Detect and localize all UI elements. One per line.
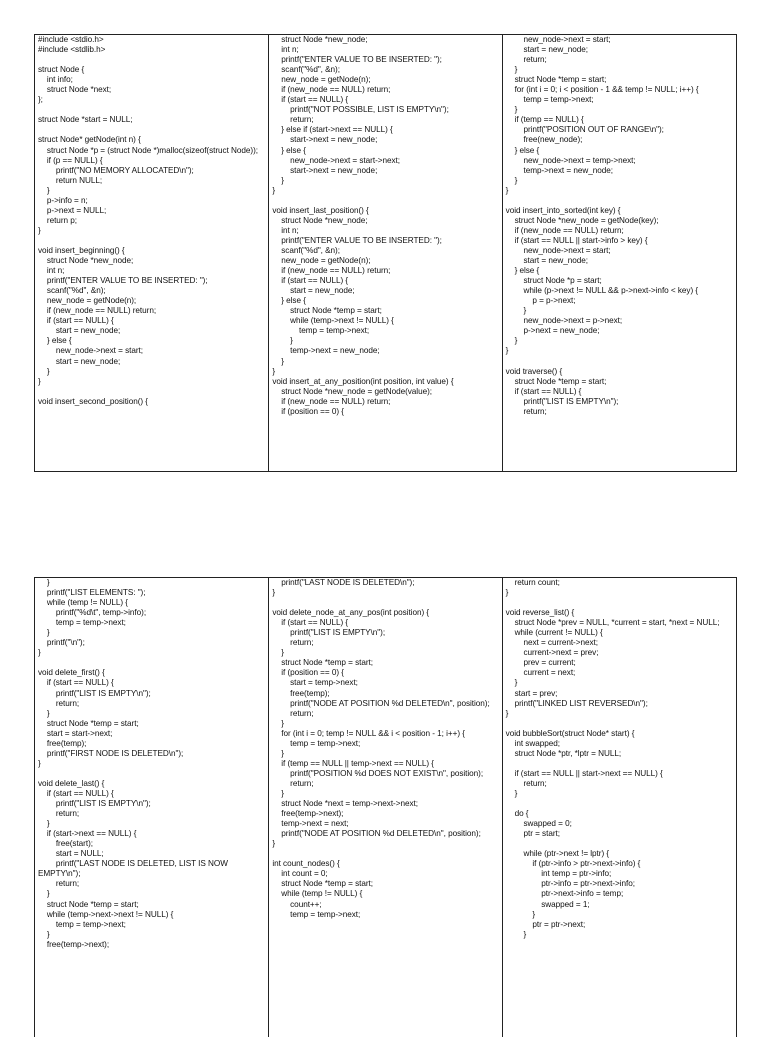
code-text: printf("LAST NODE IS DELETED\n"); } void delete_node_at_any_pos(int position) { if (start == NULL) { printf("LIST IS EMPTY\n"); return; } struct Node *temp = start; if (position == 0) { start = temp->next; free(temp); printf("NODE AT POSITION %d DELETED\n", position); return; } for (int i = 0; temp != NULL && i < position - 1; i++) { temp = temp->next; } if (temp == NULL || temp->next == NULL) { printf("POSITION %d DOES NOT EXIST\n", position); return; } struct Node *next = temp->next->next; free(temp->next); temp->next = next; printf("NODE AT POSITION %d DELETED\n", position); } int count_nodes() { int count = 0; struct Node *temp = start; while (temp != NULL) { count++; temp = temp->next; (272, 578, 490, 919)
code-text: return count; } void reverse_list() { struct Node *prev = NULL, *current = start, *next = NULL; while (current != NULL) { next = current->next; current->next = prev; prev = current; current = next; } start = prev; printf("LINKED LIST REVERSED\n"); } void bubbleSort(struct Node* start) { int swapped; struct Node *ptr, *lptr = NULL; if (start == NULL || start->next == NULL) { return; } do { swapped = 0; ptr = start; while (ptr->next != lptr) { if (ptr->info > ptr->next->info) { int temp = ptr->info; ptr->info = ptr->next->info; ptr->next->info = temp; swapped = 1; } ptr = ptr->next; } (505, 578, 720, 939)
code-text: struct Node *new_node; int n; printf("ENTER VALUE TO BE INSERTED: "); scanf("%d", &n); new_node = getNode(n); if (new_node == NULL) return; if (start == NULL) { printf("NOT POSSIBLE, LIST IS EMPTY\n"); return; } else if (start->next == NULL) { start->next = new_node; } else { new_node->next = start->next; start->next = new_node; } } void insert_last_position() { struct Node *new_node; int n; printf("ENTER VALUE TO BE INSERTED: "); scanf("%d", &n); new_node = getNode(n); if (new_node == NULL) return; if (start == NULL) { start = new_node; } else { struct Node *temp = start; while (temp->next != NULL) { temp = temp->next; } temp->next = new_node; } } void insert_at_any_position(int position, int value) { struct Node *new_node = getNode(value); if (new_node == NULL) return; if (position == 0) { (272, 35, 454, 416)
code-column-1 (35, 35, 268, 471)
code-text: } printf("LIST ELEMENTS: "); while (temp != NULL) { printf("%d\t", temp->info); temp = temp->next; } printf("\n"); } void delete_first() { if (start == NULL) { printf("LIST IS EMPTY\n"); return; } struct Node *temp = start; start = start->next; free(temp); printf("FIRST NODE IS DELETED\n"); } void delete_last() { if (start == NULL) { printf("LIST IS EMPTY\n"); return; } if (start->next == NULL) { free(start); start = NULL; printf("LAST NODE IS DELETED, LIST IS NOW EMPTY\n"); return; } struct Node *temp = start; while (temp->next->next != NULL) { temp = temp->next; } free(temp->next); (38, 578, 228, 949)
code-column-1 (35, 578, 268, 1037)
code-column-2 (268, 35, 501, 471)
code-column-3 (502, 578, 736, 1037)
code-column-2 (268, 578, 501, 1037)
code-text: new_node->next = start; start = new_node; return; } struct Node *temp = start; for (int i = 0; i < position - 1 && temp != NULL; i++) { temp = temp->next; } if (temp == NULL) { printf("POSITION OUT OF RANGE\n"); free(new_node); } else { new_node->next = temp->next; temp->next = new_node; } } void insert_into_sorted(int key) { struct Node *new_node = getNode(key); if (new_node == NULL) return; if (start == NULL || start->info > key) { new_node->next = start; start = new_node; } else { struct Node *p = start; while (p->next != NULL && p->next->info < key) { p = p->next; } new_node->next = p->next; p->next = new_node; } } void traverse() { struct Node *temp = start; if (start == NULL) { printf("LIST IS EMPTY\n"); return; (505, 35, 699, 416)
code-column-3 (502, 35, 736, 471)
code-table-page-1 (34, 34, 737, 472)
code-text: #include <stdio.h> #include <stdlib.h> struct Node { int info; struct Node *next; }; struct Node *start = NULL; struct Node* getNode(int n) { struct Node *p = (struct Node *)malloc(sizeof(struct Node)); if (p == NULL) { printf("NO MEMORY ALLOCATED\n"); return NULL; } p->info = n; p->next = NULL; return p; } void insert_beginning() { struct Node *new_node; int n; printf("ENTER VALUE TO BE INSERTED: "); scanf("%d", &n); new_node = getNode(n); if (new_node == NULL) return; if (start == NULL) { start = new_node; } else { new_node->next = start; start = new_node; } } void insert_second_position() { (38, 35, 258, 406)
code-table-page-2 (34, 577, 737, 1037)
